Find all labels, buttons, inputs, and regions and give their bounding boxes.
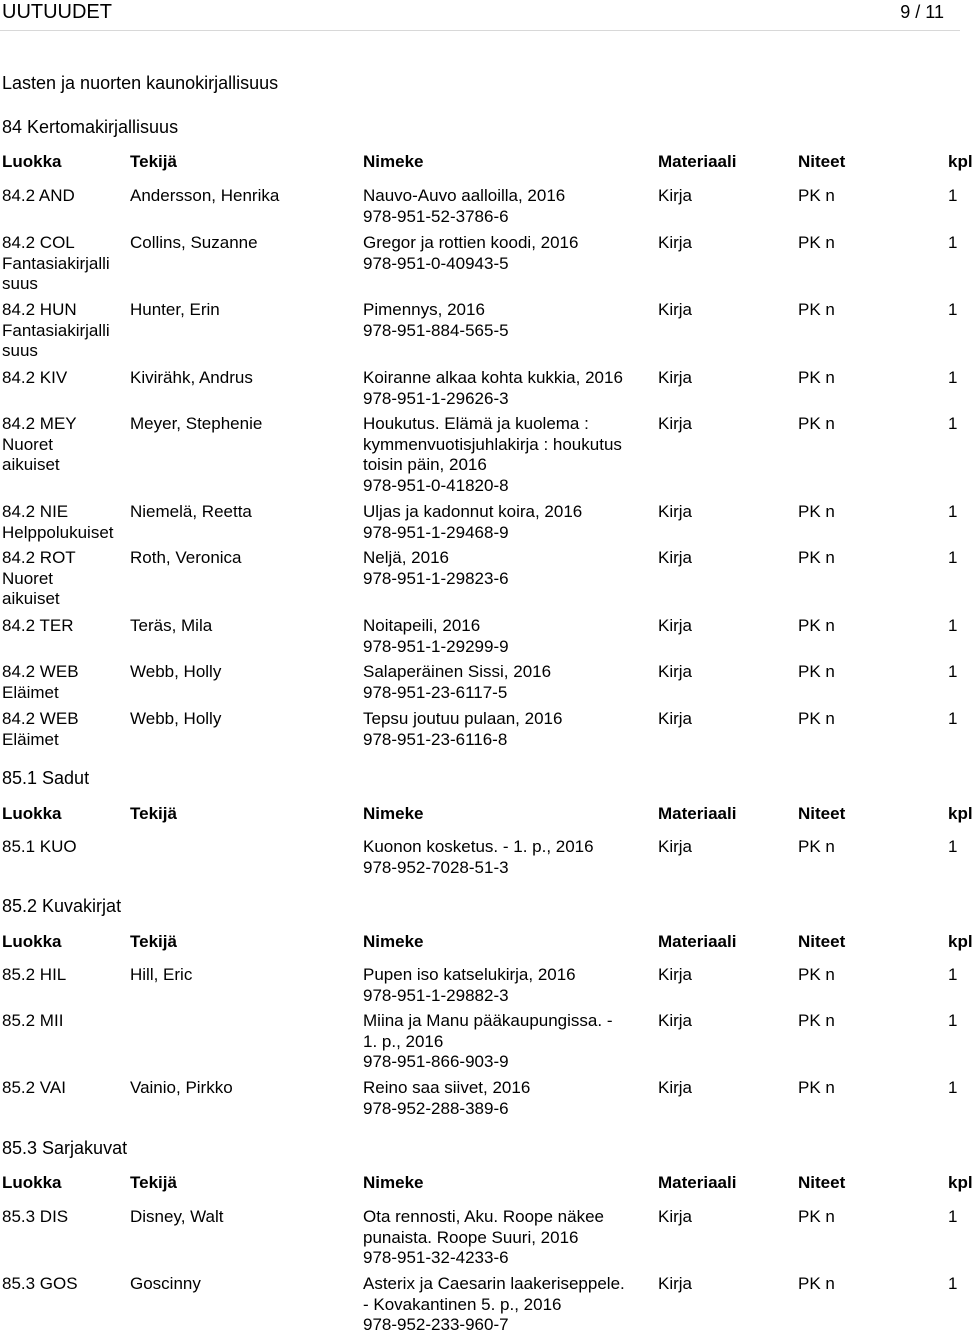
class-line: Nuoret [2, 568, 54, 588]
entry-count: 1 [948, 414, 958, 433]
entry-location: PK n [798, 837, 835, 856]
entry-class [2, 1207, 128, 1228]
column-header-materiaali: Materiaali [658, 932, 737, 951]
entry-location: PK n [798, 1078, 835, 1097]
title-line: - Kovakantinen 5. p., 2016 [363, 1294, 562, 1314]
entry-isbn: 978-951-23-6116-8 [363, 729, 508, 749]
class-line: suus [2, 274, 38, 293]
entry-count: 1 [948, 368, 958, 387]
entry-class [2, 616, 128, 637]
entry-isbn: 978-952-288-389-6 [363, 1098, 509, 1118]
title-line: Houkutus. Elämä ja kuolema : [363, 414, 589, 433]
title-line: Kuonon kosketus. - 1. p., 2016 [363, 837, 594, 856]
entry-count: 1 [948, 837, 958, 856]
class-line: 84.2 MEY [2, 414, 77, 433]
class-line: 84.2 NIE [2, 502, 69, 521]
entry-isbn: 978-951-1-29882-3 [363, 985, 509, 1005]
entry-location: PK n [798, 548, 835, 567]
class-line: Fantasiakirjalli [2, 320, 110, 340]
title-line: Nauvo-Auvo aalloilla, 2016 [363, 186, 566, 205]
class-line: 84.2 WEB [2, 709, 79, 728]
entry-material: Kirja [658, 965, 693, 984]
entry-location: PK n [798, 300, 835, 319]
class-line: 84.2 ROT [2, 548, 76, 567]
entry-location: PK n [798, 662, 835, 681]
entry-class [2, 502, 128, 543]
column-header-tekija: Tekijä [130, 804, 177, 823]
entry-author: Niemelä, Reetta [130, 502, 252, 521]
entry-title [363, 186, 648, 227]
entry-isbn: 978-951-23-6117-5 [363, 682, 508, 702]
entry-material: Kirja [658, 1011, 693, 1030]
column-header-kpl: kpl [948, 152, 973, 171]
class-line: aikuiset [2, 589, 60, 608]
class-line: 85.3 DIS [2, 1207, 69, 1226]
entry-location: PK n [798, 233, 835, 252]
class-line: aikuiset [2, 455, 60, 474]
entry-author: Collins, Suzanne [130, 233, 258, 252]
column-header-kpl: kpl [948, 932, 973, 951]
class-line: 85.2 HIL [2, 965, 67, 984]
column-header-nimeke: Nimeke [363, 1173, 424, 1192]
column-header-niteet: Niteet [798, 1173, 846, 1192]
entry-material: Kirja [658, 662, 693, 681]
title-line: Uljas ja kadonnut koira, 2016 [363, 502, 583, 521]
entry-author: Kivirähk, Andrus [130, 368, 253, 387]
entry-location: PK n [798, 616, 835, 635]
class-line: 85.2 MII [2, 1011, 64, 1030]
title-line: kymmenvuotisjuhlakirja : houkutus [363, 434, 622, 454]
entry-count: 1 [948, 1078, 958, 1097]
entry-location: PK n [798, 965, 835, 984]
title-line: Miina ja Manu pääkaupungissa. - [363, 1011, 613, 1030]
entry-class [2, 414, 128, 476]
entry-title [363, 414, 648, 496]
entry-material: Kirja [658, 616, 693, 635]
entry-class [2, 837, 128, 858]
entry-material: Kirja [658, 300, 693, 319]
column-header-nimeke: Nimeke [363, 932, 424, 951]
entry-material: Kirja [658, 186, 693, 205]
document-title: UUTUUDET [2, 1, 112, 23]
entry-location: PK n [798, 414, 835, 433]
entry-class [2, 709, 128, 750]
title-line: Koiranne alkaa kohta kukkia, 2016 [363, 368, 623, 387]
class-line: Helppolukuiset [2, 522, 114, 542]
entry-class [2, 662, 128, 703]
title-line: Pupen iso katselukirja, 2016 [363, 965, 576, 984]
entry-title [363, 662, 648, 703]
header-divider [0, 30, 960, 31]
main-heading: Lasten ja nuorten kaunokirjallisuus [2, 73, 279, 93]
column-header-row [0, 1173, 973, 1195]
column-header-niteet: Niteet [798, 804, 846, 823]
entry-title [363, 233, 648, 274]
entry-count: 1 [948, 548, 958, 567]
title-line: Reino saa siivet, 2016 [363, 1078, 531, 1097]
column-header-row [0, 804, 973, 826]
entry-isbn: 978-951-32-4233-6 [363, 1248, 509, 1267]
entry-author: Roth, Veronica [130, 548, 242, 567]
entry-material: Kirja [658, 414, 693, 433]
page-header [0, 0, 960, 28]
column-header-luokka: Luokka [2, 804, 62, 823]
entry-isbn: 978-951-866-903-9 [363, 1052, 509, 1071]
class-line: 85.1 KUO [2, 837, 77, 856]
entry-isbn: 978-951-0-40943-5 [363, 253, 509, 273]
entry-author: Disney, Walt [130, 1207, 224, 1226]
class-line: 85.2 VAI [2, 1078, 66, 1097]
entry-material: Kirja [658, 502, 693, 521]
entry-material: Kirja [658, 1078, 693, 1097]
entry-isbn: 978-951-884-565-5 [363, 320, 509, 340]
entry-isbn: 978-951-1-29823-6 [363, 568, 509, 588]
entry-count: 1 [948, 965, 958, 984]
column-header-kpl: kpl [948, 804, 973, 823]
column-header-luokka: Luokka [2, 932, 62, 951]
entry-author: Webb, Holly [130, 662, 222, 681]
page-number: 9 / 11 [900, 2, 944, 22]
class-line: Fantasiakirjalli [2, 253, 110, 273]
entry-author: Andersson, Henrika [130, 186, 280, 205]
class-line: 84.2 AND [2, 186, 75, 205]
column-header-tekija: Tekijä [130, 1173, 177, 1192]
entry-title [363, 616, 648, 657]
entry-count: 1 [948, 233, 958, 252]
class-line: 84.2 WEB [2, 662, 79, 681]
column-header-luokka: Luokka [2, 152, 62, 171]
entry-isbn: 978-951-0-41820-8 [363, 475, 509, 495]
class-line: 84.2 HUN [2, 300, 77, 319]
entry-title [363, 300, 648, 341]
column-header-nimeke: Nimeke [363, 804, 424, 823]
column-header-tekija: Tekijä [130, 152, 177, 171]
entry-location: PK n [798, 709, 835, 728]
entry-author: Meyer, Stephenie [130, 414, 263, 433]
entry-material: Kirja [658, 368, 693, 387]
column-header-row [0, 152, 973, 174]
entry-count: 1 [948, 502, 958, 521]
entry-material: Kirja [658, 1207, 693, 1226]
entry-count: 1 [948, 300, 958, 319]
entry-isbn: 978-952-233-960-7 [363, 1315, 509, 1334]
entry-author: Webb, Holly [130, 709, 222, 728]
entry-title [363, 709, 648, 750]
entry-count: 1 [948, 616, 958, 635]
title-line: toisin päin, 2016 [363, 455, 487, 474]
entry-title [363, 1011, 648, 1073]
entry-title [363, 368, 648, 409]
entry-count: 1 [948, 1274, 958, 1293]
title-line: Tepsu joutuu pulaan, 2016 [363, 709, 563, 728]
column-header-niteet: Niteet [798, 932, 846, 951]
entry-isbn: 978-951-1-29626-3 [363, 388, 509, 408]
entry-author: Vainio, Pirkko [130, 1078, 233, 1097]
entry-class [2, 300, 128, 362]
section-heading: 85.1 Sadut [2, 768, 90, 788]
entry-location: PK n [798, 186, 835, 205]
entry-class [2, 1274, 128, 1295]
title-line: punaista. Roope Suuri, 2016 [363, 1227, 579, 1247]
entry-material: Kirja [658, 709, 693, 728]
column-header-niteet: Niteet [798, 152, 846, 171]
title-line: Gregor ja rottien koodi, 2016 [363, 233, 579, 252]
entry-location: PK n [798, 1207, 835, 1226]
class-line: 85.3 GOS [2, 1274, 78, 1293]
entry-material: Kirja [658, 548, 693, 567]
column-header-materiaali: Materiaali [658, 152, 737, 171]
column-header-materiaali: Materiaali [658, 804, 737, 823]
entry-material: Kirja [658, 233, 693, 252]
class-line: 84.2 TER [2, 616, 74, 635]
entry-title [363, 548, 648, 589]
class-line: Eläimet [2, 682, 59, 702]
entry-title [363, 502, 648, 543]
section-heading: 84 Kertomakirjallisuus [2, 117, 179, 137]
section-heading: 85.2 Kuvakirjat [2, 896, 122, 916]
column-header-tekija: Tekijä [130, 932, 177, 951]
entry-location: PK n [798, 502, 835, 521]
entry-title [363, 837, 648, 878]
entry-class [2, 548, 128, 610]
entry-material: Kirja [658, 1274, 693, 1293]
entry-location: PK n [798, 1274, 835, 1293]
entry-isbn: 978-952-7028-51-3 [363, 857, 509, 877]
entry-class [2, 186, 128, 207]
title-line: Noitapeili, 2016 [363, 616, 481, 635]
class-line: 84.2 KIV [2, 368, 68, 387]
column-header-luokka: Luokka [2, 1173, 62, 1192]
entry-count: 1 [948, 1207, 958, 1226]
entry-title [363, 965, 648, 1006]
title-line: 1. p., 2016 [363, 1031, 444, 1051]
entry-class [2, 965, 128, 986]
title-line: Neljä, 2016 [363, 548, 450, 567]
entry-material: Kirja [658, 837, 693, 856]
class-line: suus [2, 341, 38, 360]
entry-isbn: 978-951-52-3786-6 [363, 206, 509, 226]
section-heading: 85.3 Sarjakuvat [2, 1138, 128, 1158]
class-line: Nuoret [2, 434, 54, 454]
entry-location: PK n [798, 368, 835, 387]
entry-location: PK n [798, 1011, 835, 1030]
entry-count: 1 [948, 709, 958, 728]
entry-isbn: 978-951-1-29299-9 [363, 636, 509, 656]
entry-class [2, 368, 128, 389]
title-line: Salaperäinen Sissi, 2016 [363, 662, 552, 681]
entry-count: 1 [948, 662, 958, 681]
column-header-nimeke: Nimeke [363, 152, 424, 171]
entry-title [363, 1207, 648, 1269]
column-header-kpl: kpl [948, 1173, 973, 1192]
entry-title [363, 1078, 648, 1119]
column-header-materiaali: Materiaali [658, 1173, 737, 1192]
class-line: Eläimet [2, 729, 59, 749]
class-line: 84.2 COL [2, 233, 75, 252]
entry-author: Teräs, Mila [130, 616, 213, 635]
title-line: Asterix ja Caesarin laakeriseppele. [363, 1274, 625, 1293]
entry-count: 1 [948, 186, 958, 205]
entry-author: Hunter, Erin [130, 300, 220, 319]
entry-count: 1 [948, 1011, 958, 1030]
entry-isbn: 978-951-1-29468-9 [363, 522, 509, 542]
title-line: Pimennys, 2016 [363, 300, 485, 319]
entry-author: Goscinny [130, 1274, 201, 1293]
entry-class [2, 1011, 128, 1032]
entry-class [2, 233, 128, 295]
entry-author: Hill, Eric [130, 965, 193, 984]
entry-class [2, 1078, 128, 1099]
entry-title [363, 1274, 648, 1336]
column-header-row [0, 932, 973, 954]
title-line: Ota rennosti, Aku. Roope näkee [363, 1207, 604, 1226]
